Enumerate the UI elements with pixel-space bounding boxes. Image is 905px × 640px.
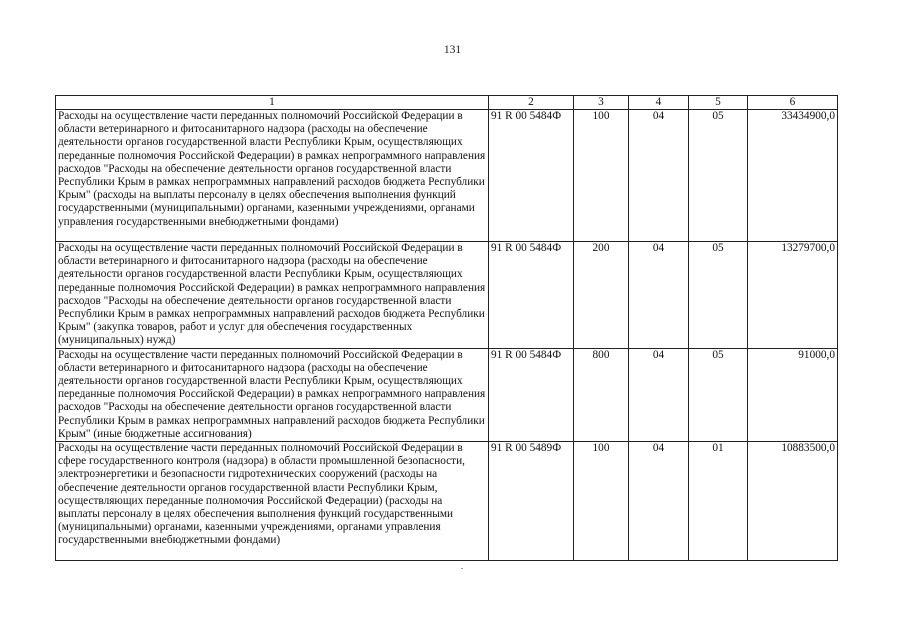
header-row bbox=[56, 96, 838, 110]
row-section: 04 bbox=[629, 110, 689, 242]
header-col-1: 1 bbox=[56, 96, 489, 110]
row-subsection: 05 bbox=[689, 242, 748, 349]
header-col-4: 4 bbox=[629, 96, 689, 110]
page-number: 131 bbox=[443, 44, 462, 56]
row-section: 04 bbox=[629, 242, 689, 349]
row-subsection: 05 bbox=[689, 110, 748, 242]
table-row bbox=[56, 242, 838, 349]
row-expense-type: 100 bbox=[574, 110, 629, 242]
table-body bbox=[56, 110, 838, 561]
row-target-code: 91 R 00 5484Ф bbox=[489, 110, 574, 242]
row-subsection: 01 bbox=[689, 442, 748, 561]
table-row bbox=[56, 110, 838, 242]
row-target-code: 91 R 00 5489Ф bbox=[489, 442, 574, 561]
row-description: Расходы на осуществление части переданных полномочий Российской Федерации в сфере государственного контроля (надзора) в области промышленной безопасности, электроэнергетики и безопасности гидротехнических сооружений (расходы на обеспечение деятельности органов государственной власти Республики Крым, осуществляющих переданные полномочия Российской Федерации) (расходы на выплаты персоналу в целях обеспечения выполнения функций государственными (муниципальными) органами, казенными учреждениями, органами управления государственными внебюджетными фондами) bbox=[56, 442, 489, 561]
table-header bbox=[56, 96, 838, 110]
row-subsection: 05 bbox=[689, 348, 748, 441]
table-row bbox=[56, 442, 838, 561]
header-col-3: 3 bbox=[574, 96, 629, 110]
row-description: Расходы на осуществление части переданных полномочий Российской Федерации в области ветеринарного и фитосанитарного надзора (расходы на обеспечение деятельности органов государственной власти Республики Крым, осуществляющих переданные полномочия Российской Федерации) в рамках непрограммного направления расходов "Расходы на обеспечение деятельности органов государственной власти Республики Крым в рамках непрограммных направлений расходов бюджета Республики Крым" (расходы на выплаты персоналу в целях обеспечения выполнения функций государственными (муниципальными) органами, казенными учреждениями, органами управления государственными внебюджетными фондами) bbox=[56, 110, 489, 242]
row-target-code: 91 R 00 5484Ф bbox=[489, 348, 574, 441]
scan-speck bbox=[461, 568, 463, 569]
table-row bbox=[56, 348, 838, 441]
row-description: Расходы на осуществление части переданных полномочий Российской Федерации в области ветеринарного и фитосанитарного надзора (расходы на обеспечение деятельности органов государственной власти Республики Крым, осуществляющих переданные полномочия Российской Федерации) в рамках непрограммного направления расходов "Расходы на обеспечение деятельности органов государственной власти Республики Крым в рамках непрограммных направлений расходов бюджета Республики Крым" (закупка товаров, работ и услуг для обеспечения государственных (муниципальных) нужд) bbox=[56, 242, 489, 349]
header-col-2: 2 bbox=[489, 96, 574, 110]
row-amount: 13279700,0 bbox=[748, 242, 838, 349]
row-target-code: 91 R 00 5484Ф bbox=[489, 242, 574, 349]
row-amount: 10883500,0 bbox=[748, 442, 838, 561]
row-amount: 33434900,0 bbox=[748, 110, 838, 242]
header-col-6: 6 bbox=[748, 96, 838, 110]
budget-table bbox=[55, 95, 838, 561]
row-expense-type: 800 bbox=[574, 348, 629, 441]
row-expense-type: 100 bbox=[574, 442, 629, 561]
row-description: Расходы на осуществление части переданных полномочий Российской Федерации в области ветеринарного и фитосанитарного надзора (расходы на обеспечение деятельности органов государственной власти Республики Крым, осуществляющих переданные полномочия Российской Федерации) в рамках непрограммного направления расходов "Расходы на обеспечение деятельности органов государственной власти Республики Крым в рамках непрограммных направлений расходов бюджета Республики Крым" (иные бюджетные ассигнования) bbox=[56, 348, 489, 441]
header-col-5: 5 bbox=[689, 96, 748, 110]
row-section: 04 bbox=[629, 348, 689, 441]
row-section: 04 bbox=[629, 442, 689, 561]
row-amount: 91000,0 bbox=[748, 348, 838, 441]
row-expense-type: 200 bbox=[574, 242, 629, 349]
